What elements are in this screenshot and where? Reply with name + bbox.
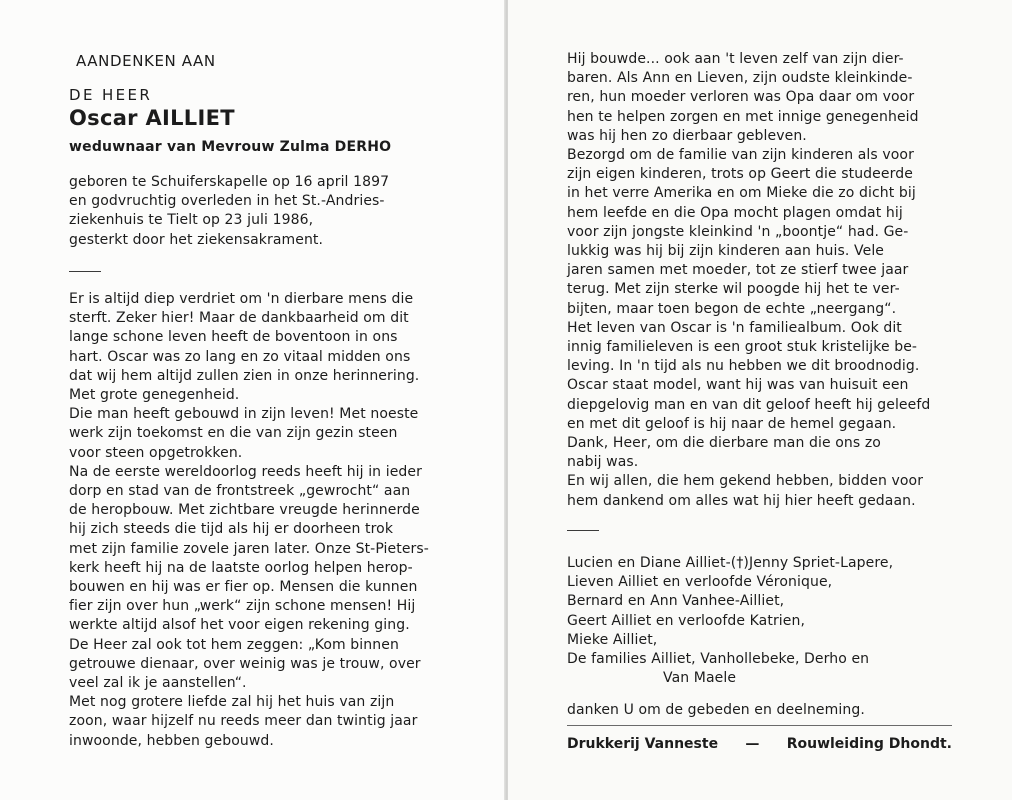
- text-line: En wij allen, die hem gekend hebben, bidden voor: [567, 473, 924, 490]
- text-line: ziekenhuis te Tielt op 23 juli 1986,: [69, 212, 314, 229]
- family-line: Mieke Ailliet,: [567, 631, 658, 648]
- text-line: voor steen opgetrokken.: [69, 444, 243, 461]
- eulogy-right: [567, 50, 957, 511]
- family-line: Bernard en Ann Vanhee-Ailliet,: [567, 593, 785, 610]
- text-line: Oscar staat model, want hij was van huisuit een: [567, 377, 909, 394]
- footer-credits: [567, 736, 952, 752]
- birth-death-details: [69, 173, 409, 250]
- text-line: inwoonde, hebben gebouwd.: [69, 732, 274, 749]
- section-divider: [567, 530, 599, 531]
- text-line: innig familieleven is een groot stuk kristelijke be-: [567, 339, 918, 356]
- header-title: DE HEER: [69, 86, 153, 104]
- family-list: [567, 554, 957, 688]
- footer-separator: —: [745, 736, 760, 752]
- text-line: Met grote genegenheid.: [69, 387, 240, 404]
- text-line: in het verre Amerika en om Mieke die zo dicht bij: [567, 185, 916, 202]
- text-line: hen te helpen zorgen en met innige genegenheid: [567, 108, 919, 125]
- text-line: hij zich steeds die tijd als hij er doorheen trok: [69, 521, 394, 538]
- family-line: Lucien en Diane Ailliet-(†)Jenny Spriet-Lapere,: [567, 555, 894, 571]
- text-line: Bezorgd om de familie van zijn kinderen als voor: [567, 147, 914, 164]
- text-line: terug. Met zijn sterke wil poogde hij het te ver-: [567, 281, 900, 298]
- text-line: werkte altijd alsof het voor eigen rekening ging.: [69, 617, 410, 634]
- text-line: geboren te Schuiferskapelle op 16 april 1897: [69, 174, 390, 190]
- family-line: Van Maele: [663, 670, 737, 687]
- text-line: veel zal ik je aanstellen“.: [69, 675, 247, 692]
- text-line: zoon, waar hijzelf nu reeds meer dan twintig jaar: [69, 713, 418, 730]
- text-line: Hij bouwde... ook aan 't leven zelf van zijn dier-: [567, 51, 904, 67]
- text-line: De Heer zal ook tot hem zeggen: „Kom binnen: [69, 636, 399, 653]
- text-line: lukkig was hij bij zijn kinderen aan huis. Vele: [567, 243, 885, 260]
- text-line: was hij hen zo dierbaar gebleven.: [567, 127, 807, 144]
- printer-name: Drukkerij Vanneste: [567, 736, 719, 752]
- text-line: ren, hun moeder verloren was Opa daar om voor: [567, 89, 915, 106]
- text-line: Die man heeft gebouwd in zijn leven! Met noeste: [69, 406, 419, 423]
- text-line: dorp en stad van de frontstreek „gewrocht“ aan: [69, 483, 411, 500]
- text-line: bouwen en hij was er fier op. Mensen die kunnen: [69, 579, 418, 596]
- family-line: De families Ailliet, Vanhollebeke, Derho en: [567, 651, 870, 668]
- text-line: hart. Oscar was zo lang en zo vitaal midden ons: [69, 348, 411, 365]
- text-line: sterft. Zeker hier! Maar de dankbaarheid om dit: [69, 310, 409, 327]
- text-line: jaren samen met moeder, tot ze stierf twee jaar: [567, 262, 909, 279]
- text-line: dat wij hem altijd zullen zien in onze herinnering.: [69, 367, 420, 384]
- family-line: Lieven Ailliet en verloofde Véronique,: [567, 574, 833, 591]
- text-line: en godvruchtig overleden in het St.-Andries-: [69, 193, 385, 210]
- family-line: Geert Ailliet en verloofde Katrien,: [567, 612, 806, 629]
- text-line: gesterkt door het ziekensakrament.: [69, 231, 324, 248]
- text-line: baren. Als Ann en Lieven, zijn oudste kleinkinde-: [567, 70, 913, 87]
- text-line: zijn eigen kinderen, trots op Geert die studeerde: [567, 166, 913, 183]
- header-in-memory: AANDENKEN AAN: [76, 52, 216, 70]
- text-line: diepgelovig man en van dit geloof heeft hij geleefd: [567, 396, 931, 413]
- text-line: werk zijn toekomst en die van zijn gezin steen: [69, 425, 398, 442]
- eulogy-left: [69, 290, 459, 751]
- text-line: bijten, maar toen begon de echte „neergang“.: [567, 300, 897, 317]
- text-line: nabij was.: [567, 454, 639, 471]
- footer-rule: [567, 725, 952, 726]
- undertaker-name: Rouwleiding Dhondt.: [786, 736, 952, 752]
- text-line: Het leven van Oscar is 'n familiealbum. Ook dit: [567, 319, 902, 336]
- text-line: hem dankend om alles wat hij hier heeft gedaan.: [567, 492, 916, 509]
- text-line: en met dit geloof is hij naar de hemel gegaan.: [567, 415, 897, 432]
- text-line: Er is altijd diep verdriet om 'n dierbare mens die: [69, 291, 414, 307]
- text-line: kerk heeft hij na de laatste oorlog helpen herop-: [69, 559, 413, 576]
- text-line: fier zijn over hun „werk“ zijn schone mensen! Hij: [69, 598, 416, 615]
- text-line: met zijn familie zovele jaren later. Onze St-Pieters-: [69, 540, 429, 557]
- text-line: voor zijn jongste kleinkind 'n „boontje“ had. Ge-: [567, 223, 909, 240]
- text-line: Na de eerste wereldoorlog reeds heeft hij in ieder: [69, 463, 422, 480]
- thanks-line: danken U om de gebeden en deelneming.: [567, 702, 865, 718]
- deceased-name: Oscar AILLIET: [69, 106, 235, 130]
- text-line: de heropbouw. Met zichtbare vreugde herinnerde: [69, 502, 420, 519]
- widow-line: weduwnaar van Mevrouw Zulma DERHO: [69, 139, 392, 155]
- section-divider: [69, 271, 101, 272]
- text-line: leving. In 'n tijd als nu hebben we dit broodnodig.: [567, 358, 920, 375]
- text-line: getrouwe dienaar, over weinig was je trouw, over: [69, 655, 421, 672]
- text-line: Dank, Heer, om die dierbare man die ons zo: [567, 435, 881, 452]
- text-line: Met nog grotere liefde zal hij het huis van zijn: [69, 694, 395, 711]
- text-line: lange schone leven heeft de boventoon in ons: [69, 329, 398, 346]
- text-line: hem leefde en die Opa mocht plagen omdat hij: [567, 204, 903, 221]
